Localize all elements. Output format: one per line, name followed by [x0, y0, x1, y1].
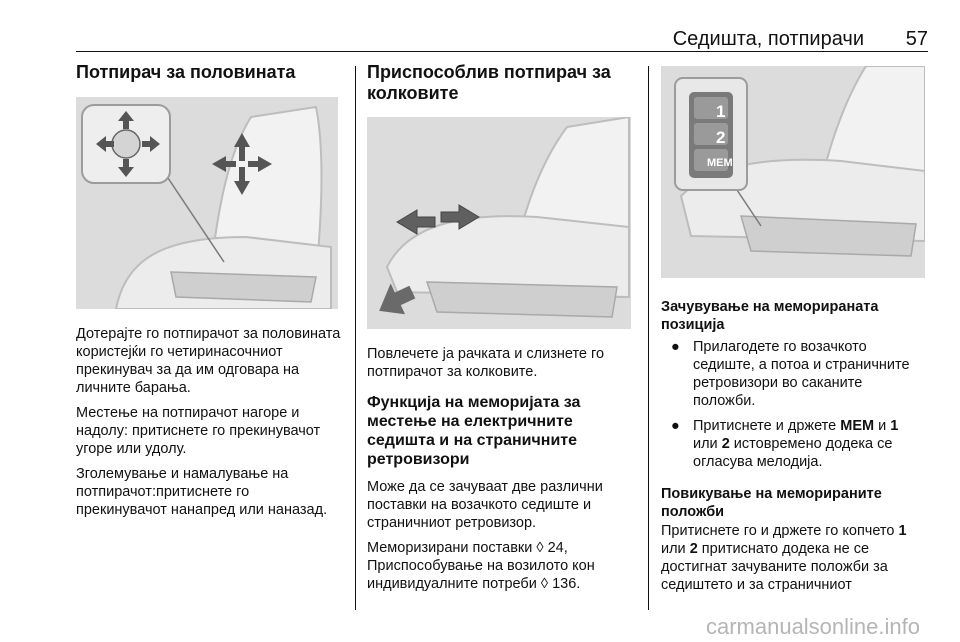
save-step-1-text: Прилагодете го возачкото седиште, а потоа и страничните ретровизори во саканите положби.	[693, 339, 910, 409]
bullet-icon: ●	[671, 418, 680, 434]
page-header	[76, 28, 928, 50]
recall-text-a: Притиснете го и држете го копчето	[661, 523, 899, 539]
recall-key-2: 2	[689, 541, 698, 557]
header-rule	[76, 51, 928, 52]
memory-mem-label: MEM	[707, 157, 733, 169]
column-thigh-support	[367, 62, 633, 593]
save-steps-list	[661, 338, 927, 471]
recall-text-or: или	[661, 541, 690, 557]
lumbar-heading: Потпирач за половината	[76, 62, 296, 82]
recall-key-1: 1	[898, 523, 907, 539]
column-divider-2	[648, 66, 649, 610]
memory-function-heading: Функција на меморијата за местење на електричните седишта и на страничните ретровизори	[367, 394, 581, 468]
page-number: 57	[905, 28, 928, 50]
save-step-2-or: или	[693, 436, 722, 452]
mem-key: MEM	[840, 418, 875, 434]
thigh-support-heading: Приспособлив потпирач за колковите	[367, 62, 611, 103]
column-memory-save	[661, 62, 927, 594]
memory-function-paragraph-2: Меморизирани поставки ◊ 24, Приспособување на возилото кон индивидуалните потреби ◊ 136.	[367, 540, 595, 592]
memory-function-paragraph-1: Може да се зачуваат две различни поставки на возачкото седиште и страничниот ретровизор.	[367, 479, 603, 531]
thigh-seat-illustration	[367, 117, 631, 329]
memory-buttons-figure	[661, 66, 925, 278]
page-ref-136[interactable]: 136	[552, 576, 577, 592]
memory-text: Меморизирани поставки	[367, 540, 537, 556]
memory-seat-illustration	[661, 66, 925, 278]
page-ref-24[interactable]: 24	[547, 540, 564, 556]
recall-text-b: притиснато додека не се достигнат зачуваните положби за седиштето и за страничниот	[661, 541, 888, 593]
lumbar-paragraph-3: Зголемување и намалување на потпирачот:притиснете го прекинувачот нанапред или наназад.	[76, 466, 328, 518]
lumbar-figure	[76, 97, 338, 309]
save-step-1	[661, 338, 927, 410]
save-step-2	[661, 417, 927, 471]
thigh-support-figure	[367, 117, 631, 329]
column-divider-1	[355, 66, 356, 610]
memory-button-1-label: 1	[716, 102, 726, 121]
watermark: carmanualsonline.info	[705, 614, 920, 639]
page-ref-icon: ◊	[540, 576, 549, 592]
save-step-2-text: Притиснете и држете	[693, 418, 841, 434]
column-lumbar-support	[76, 62, 344, 519]
key-2: 2	[721, 436, 730, 452]
lumbar-paragraph-2: Местење на потпирачот нагоре и надолу: притиснете го прекинувачот угоре или удолу.	[76, 405, 321, 457]
recall-positions-heading: Повикување на меморираните положби	[661, 486, 882, 520]
memory-button-2-label: 2	[716, 128, 726, 147]
lumbar-seat-illustration	[76, 97, 338, 309]
save-step-2-end: истовремено додека се огласува мелодија.	[693, 436, 893, 470]
page-ref-icon: ◊	[536, 540, 544, 556]
thigh-support-paragraph: Повлечете ја рачката и слизнете го потпирачот за колковите.	[367, 346, 605, 380]
lumbar-paragraph-1: Дотерајте го потпирачот за половината користејќи го четиринасочниот прекинувач за да им одговара на личните барања.	[76, 326, 341, 396]
bullet-icon: ●	[671, 339, 680, 355]
recall-positions-paragraph	[661, 522, 927, 594]
save-step-2-and: и	[874, 418, 891, 434]
save-position-heading: Зачувување на меморираната позиција	[661, 299, 879, 333]
key-1: 1	[890, 418, 899, 434]
page-header-title: Седишта, потпирачи	[672, 28, 864, 50]
memory-text-2: Приспособување на возилото кон индивидуалните потреби	[367, 558, 595, 592]
